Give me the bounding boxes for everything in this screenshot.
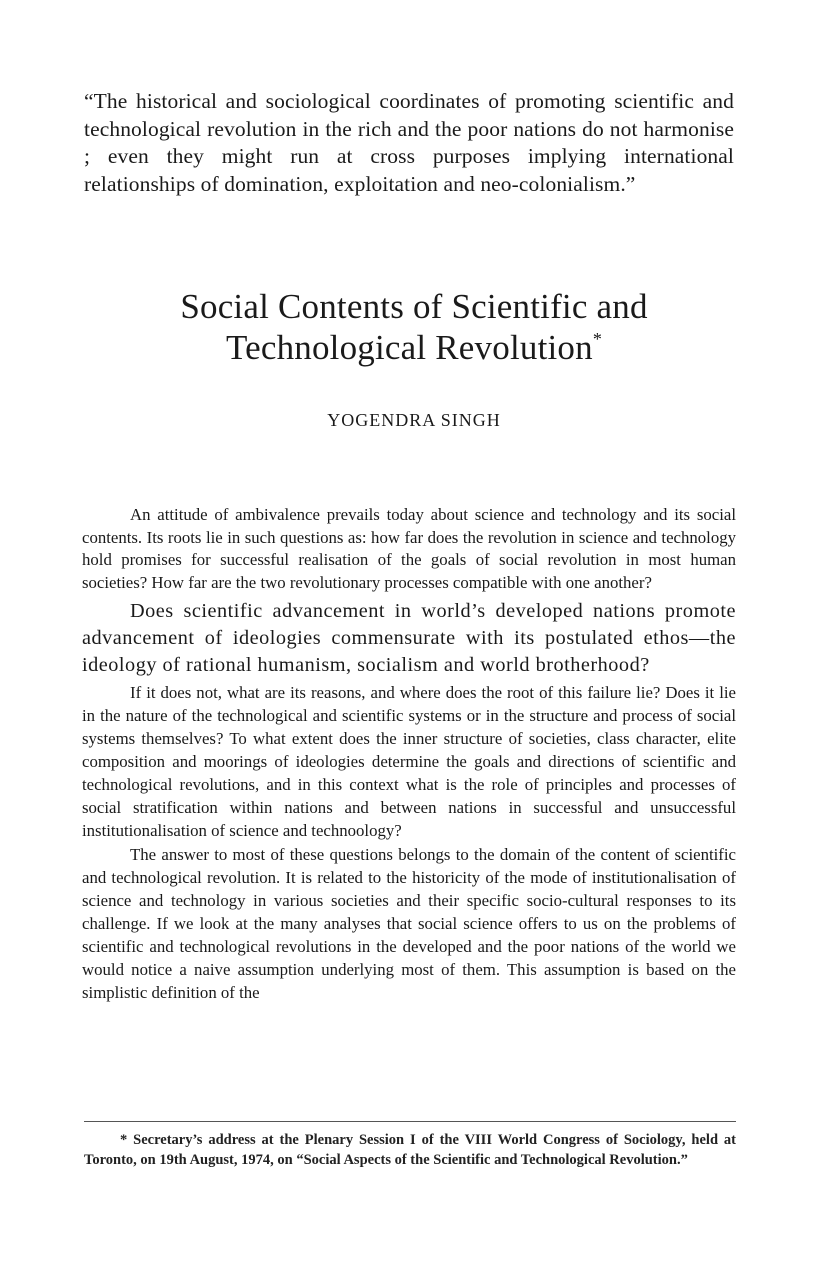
paragraph-1: An attitude of ambivalence prevails today about science and technology and its social contents. Its roots lie in such questions as: how far does the revolution in science and technology hold promises for successful realisation of the goals of social revolution in most human societies? How far are the two revolutionary processes compatible with one another? (82, 505, 736, 592)
paragraph-2: Does scientific advancement in world’s developed nations promote advancement of ideologies commensurate with its postulated ethos—the ideology of rational humanism, socialism and world brotherhood? (82, 600, 736, 677)
paragraph-4: The answer to most of these questions belongs to the domain of the content of scientific and technological revolution. It is related to the historicity of the mode of institutionalisation of science and technology in various societies and their specific socio-cultural responses to its challenge. If we look at the many analyses that social science offers to us on the problems of scientific and technological revolutions in the developed and the poor nations of the world we would notice a naive assumption underlying most of them. This assumption is based on the simplistic definition of the (82, 845, 736, 1003)
footnote-marker: * (592, 329, 603, 349)
epigraph-quote: “The historical and sociological coordinates of promoting scientific and technological revolution in the rich and the poor nations do not harmonise ; even they might run at cross purposes implying international relationships of domination, exploitation and neo-colonialism.” (84, 89, 734, 196)
footnote: * Secretary’s address at the Plenary Session I of the VIII World Congress of Sociology, held at Toronto, on 19th August, 1974, on “Social Aspects of the Scientific and Technological Revolution.” (84, 1132, 736, 1168)
title-line-2-text: Technological Revolution (225, 328, 593, 367)
article-body (82, 504, 736, 1004)
paragraph-3: If it does not, what are its reasons, and where does the root of this failure lie? Does it lie in the nature of the technological and scientific systems or in the structure and process of social systems themselves? To what extent does the inner structure of societies, class character, elite composition and moorings of ideologies determine the goals and directions of scientific and technological revolutions, and in this context what is the role of principles and processes of social stratification within nations and between nations in successful and unsuccessful institutionalisation of science and technoology? (82, 683, 736, 841)
article-title (84, 286, 744, 368)
title-line-2 (84, 327, 744, 368)
author-name: YOGENDRA SINGH (327, 410, 501, 430)
title-line-1: Social Contents of Scientific and (180, 287, 648, 326)
footnote-divider (84, 1121, 736, 1122)
